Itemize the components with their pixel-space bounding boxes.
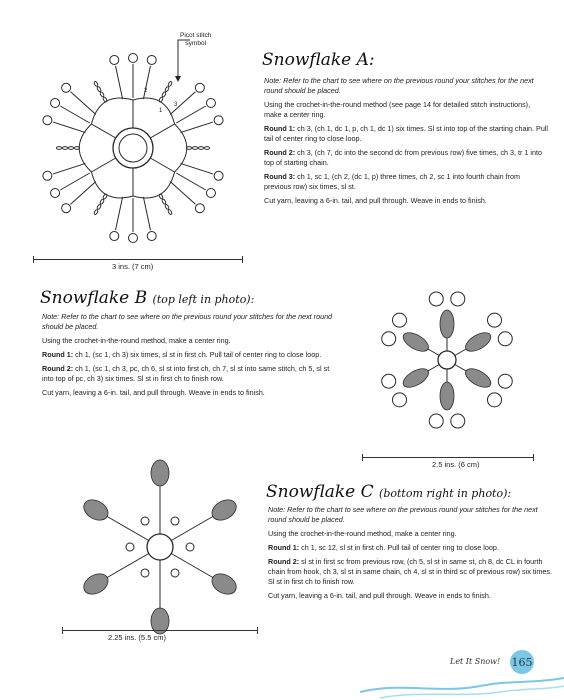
cluster-bulb [80, 496, 112, 525]
puff-cluster [440, 310, 454, 338]
chain-oval [96, 204, 101, 210]
snowflake-c-finish: Cut yarn, leaving a 6-in. tail, and pull through. Weave in ends to finish. [268, 591, 491, 600]
snowflake-b-round-2: Round 2: ch 1, (sc 1, ch 3, pc, ch 6, sl st into first ch, ch 7, sl st into same stitch, ch 5, sl st into top of pc, ch 3) six times. Sl st in first ch to finish row. [42, 364, 330, 383]
snowflake-a-round-1: Round 1: ch 3, (ch 1, dc 1, p, ch 1, dc 1) six times. Sl st into top of the starting chain. Pull tail of center ring to close loop. [264, 124, 549, 143]
arm-stem [106, 554, 148, 579]
dc-stitch [71, 92, 96, 115]
chain-oval [93, 81, 98, 87]
snowflake-c-title: Snowflake C (bottom right in photo): [266, 482, 512, 502]
puff-cluster [400, 329, 431, 355]
tip-loop [451, 414, 465, 428]
picot-loop [147, 232, 156, 241]
cluster-bulb [80, 570, 112, 599]
picot-loop [214, 171, 223, 180]
chain-arc [91, 172, 133, 198]
snowflake-b-instructions [42, 312, 342, 402]
snowflake-a-finish: Cut yarn, leaving a 6-in. tail, and pull through. Weave in ends to finish. [264, 196, 487, 205]
picot-loop [51, 99, 60, 108]
dc-stitch [181, 122, 213, 133]
dc-stitch [116, 66, 123, 99]
chain-oval [102, 194, 107, 200]
chain-loop [141, 517, 149, 525]
snowflake-b-dimension-line [362, 457, 534, 458]
puff-cluster [400, 365, 431, 391]
snowflake-c-chart [60, 455, 260, 640]
page-number-badge [510, 650, 534, 674]
picot-loop [129, 234, 138, 243]
snowflake-a-title: Snowflake A: [262, 50, 375, 70]
snowflake-c-dimension: 2.25 ins. (5.5 cm) [108, 633, 166, 642]
tip-loop [487, 313, 501, 327]
snowflake-c-intro: Using the crochet-in-the-round method, make a center ring. [268, 529, 457, 538]
dc-stitch [53, 163, 85, 174]
picot-loop [129, 54, 138, 63]
stitch-spoke [150, 158, 174, 172]
chain-oval [161, 91, 166, 97]
chain-loop [171, 517, 179, 525]
tip-loop [429, 414, 443, 428]
picot-loop [195, 83, 204, 92]
picot-loop [147, 55, 156, 64]
dc-stitch [176, 106, 205, 123]
snowflake-b-finish: Cut yarn, leaving a 6-in. tail, and pull through. Weave in ends to finish. [42, 388, 265, 397]
arm-stem [106, 516, 148, 541]
dc-stitch [181, 163, 213, 174]
snowflake-c-instructions [268, 505, 553, 605]
chain-oval [56, 147, 61, 150]
arm-stem [171, 516, 213, 541]
snowflake-a-intro: Using the crochet-in-the-round method (see page 14 for detailed stitch instructions), make a center ring. [264, 100, 531, 119]
round-2-marker: 2 [144, 88, 148, 94]
dc-stitch [53, 122, 85, 133]
dc-stitch [176, 173, 205, 190]
cluster-bulb [151, 460, 169, 486]
dc-stitch [60, 106, 89, 123]
snowflake-c-dimension-line [62, 630, 258, 631]
chain-loop [171, 569, 179, 577]
tip-loop [393, 313, 407, 327]
dc-stitch [170, 181, 195, 204]
picot-loop [206, 189, 215, 198]
snowflake-b-dimension: 2.5 ins. (6 cm) [432, 460, 480, 469]
dc-stitch [71, 181, 96, 204]
chain-arc [133, 98, 178, 124]
cluster-bulb [208, 496, 240, 525]
tip-loop [382, 374, 396, 388]
picot-loop [110, 55, 119, 64]
tip-loop [487, 393, 501, 407]
arm-stem [171, 554, 213, 579]
chain-oval [96, 86, 101, 92]
picot-loop [43, 116, 52, 125]
center-ring [438, 351, 456, 369]
chain-loop [126, 543, 134, 551]
snowflake-b-note: Note: Refer to the chart to see where on the previous round your stitches for the next round should be placed. [42, 312, 333, 331]
picot-stitch-label: Picot stitch symbol [180, 32, 212, 47]
stitch-spoke [91, 158, 115, 172]
chain-oval [99, 199, 104, 205]
snowflake-b-chart [352, 272, 542, 452]
chain-oval [161, 199, 166, 205]
snowflake-c-note: Note: Refer to the chart to see where on the previous round your stitches for the next round should be placed. [268, 505, 538, 524]
chain-oval [164, 204, 169, 210]
chain-oval [192, 147, 197, 150]
chain-oval [102, 97, 107, 103]
picot-loop [62, 204, 71, 213]
snowflake-c-round-1: Round 1: ch 1, sc 12, sl st in first ch. Pull tail of center ring to close loop. [268, 543, 499, 552]
chain-oval [164, 86, 169, 92]
picot-loop [43, 171, 52, 180]
picot-loop [214, 116, 223, 125]
puff-cluster [463, 365, 494, 391]
snowflake-a-chart [28, 30, 243, 260]
tip-loop [382, 332, 396, 346]
chain-loop [141, 569, 149, 577]
snowflake-a-instructions [264, 76, 549, 210]
picot-loop [206, 99, 215, 108]
dc-stitch [143, 66, 150, 99]
round-1-marker: 1 [159, 108, 163, 114]
chain-oval [204, 147, 209, 150]
snowflake-b-title: Snowflake B (top left in photo): [40, 288, 255, 308]
dc-stitch [143, 197, 150, 230]
chain-arc [91, 98, 133, 124]
chain-oval [99, 91, 104, 97]
footer-wave-decoration [360, 660, 564, 700]
tip-loop [498, 374, 512, 388]
chain-oval [158, 97, 163, 103]
puff-cluster [440, 382, 454, 410]
puff-cluster [463, 329, 494, 355]
dc-stitch [60, 173, 89, 190]
snowflake-a-dimension-line [33, 259, 243, 260]
tip-loop [451, 292, 465, 306]
chain-oval [68, 147, 73, 150]
center-ring [147, 534, 173, 560]
picot-loop [62, 83, 71, 92]
stitch-spoke [150, 124, 174, 138]
running-title: Let It Snow! [450, 657, 501, 666]
stitch-spoke [91, 124, 115, 138]
chain-arc [133, 172, 175, 198]
page-number: 165 [511, 655, 533, 669]
chain-oval [167, 209, 172, 215]
dc-stitch [116, 197, 123, 230]
cluster-bulb [208, 570, 240, 599]
snowflake-a-round-3: Round 3: ch 1, sc 1, (ch 2, (dc 1, p) three times, ch 2, sc 1 into fourth chain from previous row) six times, sl st. [264, 172, 521, 191]
chain-oval [198, 147, 203, 150]
snowflake-b-intro: Using the crochet-in-the-round method, make a center ring. [42, 336, 231, 345]
chain-oval [167, 81, 172, 87]
picot-loop [110, 232, 119, 241]
snowflake-b-round-1: Round 1: ch 1, (sc 1, ch 3) six times, sl st in first ch. Pull tail of center ring to close loop. [42, 350, 322, 359]
round-3-marker: 3 [174, 102, 178, 108]
tip-loop [393, 393, 407, 407]
chain-loop [186, 543, 194, 551]
snowflake-a-dimension: 3 ins. (7 cm) [112, 262, 154, 271]
chain-oval [93, 209, 98, 215]
snowflake-a-round-2: Round 2: ch 3, (ch 7, dc into the second dc from previous row) five times, ch 3, tr 1 into top of starting chain. [264, 148, 543, 167]
snowflake-c-round-2: Round 2: sl st in first sc from previous row, (ch 5, sl st in same st, ch 8, dc CL in fourth chain from hook, ch 3, sl st in same chain, ch 4, sl st in third sc of previous row) six times. Sl st in first ch to finish row. [268, 557, 553, 586]
picot-loop [195, 204, 204, 213]
chain-oval [158, 194, 163, 200]
tip-loop [429, 292, 443, 306]
inner-ring [119, 134, 147, 162]
tip-loop [498, 332, 512, 346]
chain-oval [62, 147, 67, 150]
picot-loop [51, 189, 60, 198]
snowflake-a-note: Note: Refer to the chart to see where on the previous round your stitches for the next round should be placed. [264, 76, 534, 95]
